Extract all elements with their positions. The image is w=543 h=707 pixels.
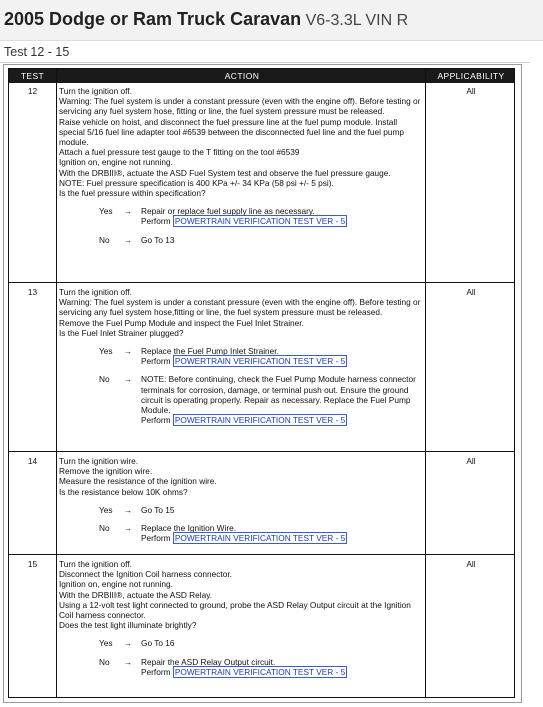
test-number: 14 [27, 456, 38, 466]
yes-label: Yes [99, 346, 113, 357]
perform-line [141, 533, 421, 543]
action-step: Ignition on, engine not running. [59, 579, 173, 590]
vehicle-title: 2005 Dodge or Ram Truck Caravan [4, 9, 302, 29]
action-step: Disconnect the Ignition Coil harness connector. [59, 569, 232, 580]
no-label: No [99, 656, 110, 667]
yes-outcome [59, 638, 421, 648]
test-number: 15 [27, 559, 38, 569]
perform-line [141, 356, 421, 366]
no-label: No [99, 234, 110, 245]
action-cell [59, 287, 421, 425]
action-step: Attach a fuel pressure test gauge to the T fitting on the tool #6539 [59, 147, 300, 158]
goto-step: Go To 16 [141, 638, 175, 649]
yes-outcome [59, 505, 421, 515]
no-outcome [59, 235, 421, 245]
page-header [0, 0, 543, 41]
goto-step: Go To 15 [141, 504, 175, 515]
verification-test-link[interactable]: POWERTRAIN VERIFICATION TEST VER - 5 [174, 666, 346, 677]
action-step: Turn the ignition off. [59, 86, 132, 96]
action-step: Turn the ignition off. [59, 287, 132, 297]
applicability-cell: All [466, 559, 476, 569]
applicability-cell: All [466, 287, 476, 297]
document-page [3, 64, 522, 703]
perform-line [141, 415, 421, 425]
action-step: Warning: The fuel system is under a constant pressure (even with the engine off). Before testing or servicing any fuel system hose,fitting or line, the fuel system pressure must be released. [59, 297, 421, 318]
action-step: Ignition on, engine not running. [59, 157, 173, 168]
action-step: Remove the ignition wire. [59, 466, 153, 477]
diagnostic-table [8, 68, 515, 698]
table-header [9, 69, 514, 83]
column-header-test: TEST [20, 71, 45, 81]
arrow-icon: → [123, 504, 133, 515]
action-cell [59, 86, 421, 245]
action-step: Raise vehicle on hoist, and disconnect the fuel pressure line at the fuel pump module. Install special 5/16 fuel line adapter tool #6539 between the disconnected fuel line and the fuel pump module. [59, 116, 405, 148]
yes-label: Yes [99, 206, 113, 217]
goto-step: Go To 13 [141, 234, 175, 245]
outcome-text: Replace the Ignition Wire. [141, 523, 237, 534]
action-step: Measure the resistance of the ignition wire. [59, 476, 217, 487]
action-step: With the DRBIII®, actuate the ASD Fuel System test and observe the fuel pressure gauge. [59, 167, 391, 178]
table-row [9, 556, 514, 694]
yes-label: Yes [99, 638, 113, 649]
row-divider [9, 451, 514, 452]
test-number: 12 [27, 86, 38, 96]
action-cell [59, 456, 421, 543]
yes-outcome [59, 346, 421, 366]
arrow-icon: → [123, 234, 133, 245]
action-step: Does the test light illuminate brightly? [59, 620, 197, 631]
row-divider [9, 282, 514, 283]
action-step: NOTE: Fuel pressure specification is 400 KPa +/- 34 KPa (58 psi +/- 5 psi). [59, 177, 334, 188]
perform-line [141, 216, 421, 226]
section-heading: Test 12 - 15 [4, 45, 70, 59]
action-step: Is the Fuel Inlet Strainer plugged? [59, 327, 184, 338]
outcome-text: NOTE: Before continuing, check the Fuel Pump Module harness connector terminals for corrosion, damage, or terminal push out. Ensure the ground circuit is operating properly. Repair as necessary. Replace the Fuel Pump Module. [141, 374, 416, 416]
perform-line [141, 667, 421, 677]
applicability-cell: All [466, 86, 476, 96]
no-outcome [59, 523, 421, 543]
engine-subtitle: V6-3.3L VIN R [305, 12, 409, 29]
arrow-icon: → [123, 346, 133, 357]
no-outcome [59, 657, 421, 677]
verification-test-link[interactable]: POWERTRAIN VERIFICATION TEST VER - 5 [174, 415, 346, 426]
action-step: Is the resistance below 10K ohms? [59, 486, 188, 497]
action-step: Remove the Fuel Pump Module and inspect the Fuel Inlet Strainer. [59, 317, 304, 328]
yes-label: Yes [99, 504, 113, 515]
action-step: Is the fuel pressure within specification? [59, 188, 206, 199]
outcome-text: Repair or replace fuel supply line as necessary. [141, 206, 315, 217]
table-row [9, 453, 514, 553]
no-outcome [59, 374, 421, 425]
action-step: Turn the ignition off. [59, 559, 132, 569]
perform-label: Perform [141, 415, 171, 426]
arrow-icon: → [123, 523, 133, 534]
section-divider [0, 62, 530, 63]
action-step: With the DRBIII®, actuate the ASD Relay. [59, 589, 213, 600]
table-row [9, 83, 514, 282]
outcome-text: Replace the Fuel Pump Inlet Strainer. [141, 346, 279, 357]
verification-test-link[interactable]: POWERTRAIN VERIFICATION TEST VER - 5 [174, 533, 346, 544]
perform-label: Perform [141, 216, 171, 227]
action-step: Turn the ignition wire. [59, 456, 139, 466]
perform-label: Perform [141, 533, 171, 544]
action-cell [59, 559, 421, 677]
verification-test-link[interactable]: POWERTRAIN VERIFICATION TEST VER - 5 [174, 216, 346, 227]
no-label: No [99, 374, 110, 385]
outcome-text: Repair the ASD Relay Output circuit. [141, 656, 276, 667]
applicability-cell: All [466, 456, 476, 466]
action-step: Warning: The fuel system is under a constant pressure (even with the engine off). Before testing or servicing any fuel system hose, fitting or line, the fuel system pressure must be released. [59, 96, 421, 117]
perform-label: Perform [141, 356, 171, 367]
arrow-icon: → [123, 374, 133, 385]
arrow-icon: → [123, 656, 133, 667]
action-step: Using a 12-volt test light connected to ground, probe the ASD Relay Output circuit at the Ignition Coil harness connector. [59, 599, 411, 621]
table-row [9, 284, 514, 450]
arrow-icon: → [123, 638, 133, 649]
verification-test-link[interactable]: POWERTRAIN VERIFICATION TEST VER - 5 [174, 356, 346, 367]
perform-label: Perform [141, 666, 171, 677]
arrow-icon: → [123, 206, 133, 217]
page-title [4, 9, 408, 30]
column-header-applicability: APPLICABILITY [437, 71, 505, 81]
no-label: No [99, 523, 110, 534]
yes-outcome [59, 206, 421, 226]
row-divider [9, 554, 514, 555]
test-number: 13 [27, 287, 38, 297]
column-header-action: ACTION [224, 71, 260, 81]
